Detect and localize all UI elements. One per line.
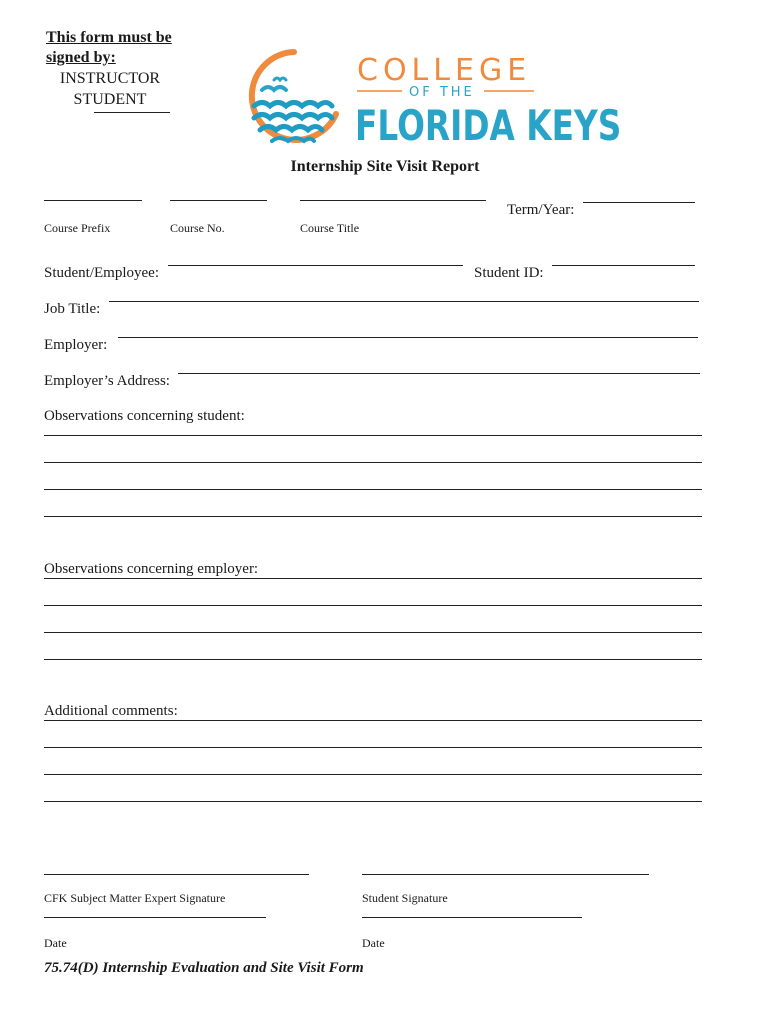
student-employee-field[interactable]: [168, 265, 463, 266]
job-title-field[interactable]: [109, 301, 699, 302]
course-title-label: Course Title: [300, 221, 360, 235]
obs-student-line-4[interactable]: [44, 516, 702, 517]
additional-line-3[interactable]: [44, 774, 702, 775]
course-no-field[interactable]: [170, 200, 267, 201]
cfk-signature-label: CFK Subject Matter Expert Signature: [44, 891, 226, 905]
additional-line-2[interactable]: [44, 747, 702, 748]
date-label-1: Date: [44, 936, 67, 950]
additional-line-1[interactable]: [44, 720, 702, 721]
student-id-field[interactable]: [552, 265, 695, 266]
job-title-label: Job Title:: [44, 301, 101, 317]
term-year-field[interactable]: [583, 202, 695, 203]
additional-comments-label: Additional comments:: [44, 703, 178, 719]
additional-line-4[interactable]: [44, 801, 702, 802]
obs-employer-line-2[interactable]: [44, 605, 702, 606]
signature-requirement-title: This form must be signed by:: [46, 29, 172, 66]
student-signature-field[interactable]: [362, 874, 649, 875]
obs-student-line-1[interactable]: [44, 435, 702, 436]
obs-employer-line-4[interactable]: [44, 659, 702, 660]
student-employee-label: Student/Employee:: [44, 265, 159, 281]
form-footer-code: 75.74(D) Internship Evaluation and Site Visit Form: [44, 960, 364, 976]
course-no-label: Course No.: [170, 221, 225, 235]
form-title: Internship Site Visit Report: [290, 158, 480, 175]
obs-student-label: Observations concerning student:: [44, 408, 245, 424]
signature-requirement-box: [46, 28, 191, 113]
college-logo: [232, 48, 622, 153]
date-label-2: Date: [362, 936, 385, 950]
obs-employer-line-1[interactable]: [44, 578, 702, 579]
course-prefix-label: Course Prefix: [44, 221, 111, 235]
signer-underline: [94, 112, 170, 113]
date-field-1[interactable]: [44, 917, 266, 918]
obs-student-line-2[interactable]: [44, 462, 702, 463]
employer-field[interactable]: [118, 337, 698, 338]
employer-address-label: Employer’s Address:: [44, 373, 170, 389]
employer-label: Employer:: [44, 337, 108, 353]
obs-student-line-3[interactable]: [44, 489, 702, 490]
course-prefix-field[interactable]: [44, 200, 142, 201]
obs-employer-line-3[interactable]: [44, 632, 702, 633]
college-logo-graphic: [232, 48, 622, 153]
employer-address-field[interactable]: [178, 373, 700, 374]
cfk-signature-field[interactable]: [44, 874, 309, 875]
term-year-label: Term/Year:: [507, 202, 575, 218]
student-id-label: Student ID:: [474, 265, 544, 281]
course-title-field[interactable]: [300, 200, 486, 201]
student-signature-label: Student Signature: [362, 891, 448, 905]
logo-of-the-text: OF THE: [409, 85, 475, 100]
signer-student: STUDENT: [73, 91, 147, 108]
logo-florida-keys-text: FLORIDA KEYS: [355, 100, 622, 151]
logo-college-text: COLLEGE: [357, 53, 532, 88]
obs-employer-label: Observations concerning employer:: [44, 561, 259, 577]
signer-instructor: INSTRUCTOR: [59, 70, 161, 87]
date-field-2[interactable]: [362, 917, 582, 918]
